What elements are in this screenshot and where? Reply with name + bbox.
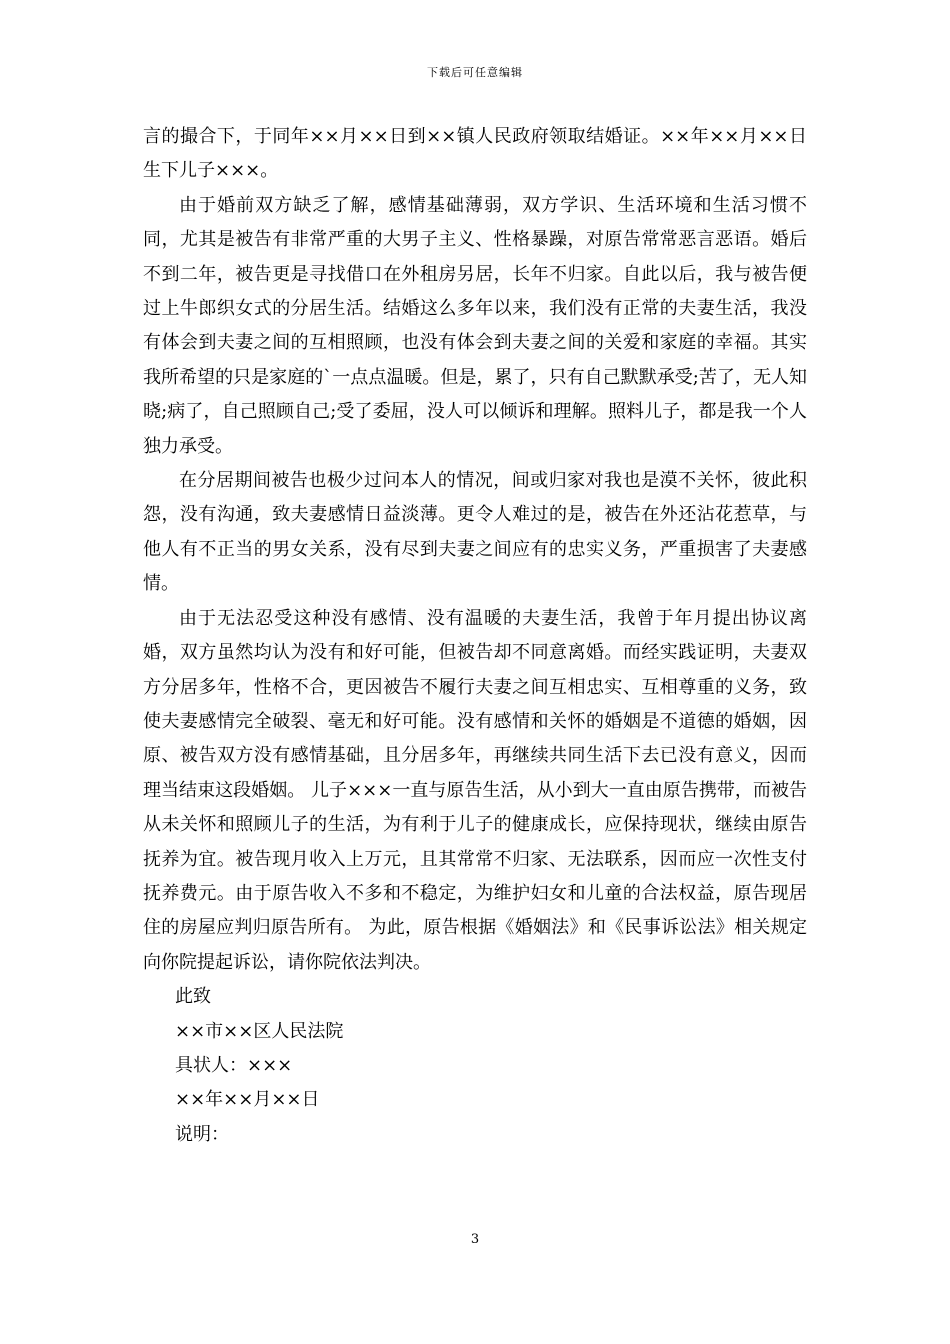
paragraph-continuation: 言的撮合下，于同年××月××日到××镇人民政府领取结婚证。××年××月××日生下儿子×××。 bbox=[143, 126, 807, 182]
closing-salutation: 此致 bbox=[175, 986, 211, 1008]
paragraph-claims: 由于无法忍受这种没有感情、没有温暖的夫妻生活，我曾于年月提出协议离婚，双方虽然均认为没有和好可能，但被告却不同意离婚。而经实践证明，夫妻双方分居多年，性格不合，更因被告不履行夫妻之间互相忠实、互相尊重的义务，致使夫妻感情完全破裂、毫无和好可能。没有感情和关怀的婚姻是不道德的婚姻，因原、被告双方没有感情基础，且分居多年，再继续共同生活下去已没有意义，因而理当结束这段婚姻。 儿子×××一直与原告生活，从小到大一直由原告携带，而被告从未关怀和照顾儿子的生活，为有利于儿子的健康成长，应保持现状，继续由原告抚养为宜。被告现月收入上万元，且其常常不归家、无法联系，因而应一次性支付抚养费元。由于原告收入不多和不稳定，为维护妇女和儿童的合法权益，原告现居住的房屋应判归原告所有。 为此，原告根据《婚姻法》和《民事诉讼法》相关规定向你院提起诉讼，请你院依法判决。 bbox=[143, 607, 807, 973]
paragraph-background: 由于婚前双方缺乏了解，感情基础薄弱，双方学识、生活环境和生活习惯不同，尤其是被告有非常严重的大男子主义、性格暴躁，对原告常常恶言恶语。婚后不到二年，被告更是寻找借口在外租房另居，长年不归家。自此以后，我与被告便过上牛郎织女式的分居生活。结婚这么多年以来，我们没有正常的夫妻生活，我没有体会到夫妻之间的互相照顾，也没有体会到夫妻之间的关爱和家庭的幸福。其实我所希望的只是家庭的`一点点温暖。但是，累了，只有自己默默承受;苦了，无人知晓;病了，自己照顾自己;受了委屈，没人可以倾诉和理解。照料儿子，都是我一个人独力承受。 bbox=[143, 194, 807, 457]
document-body bbox=[143, 120, 807, 1152]
paragraph-separation: 在分居期间被告也极少过问本人的情况，间或归家对我也是漠不关怀，彼此积怨，没有沟通，致夫妻感情日益淡薄。更令人难过的是，被告在外还沾花惹草，与他人有不正当的男女关系，没有尽到夫妻之间应有的忠实义务，严重损害了夫妻感情。 bbox=[143, 470, 807, 595]
closing-date: ××年××月××日 bbox=[175, 1089, 320, 1111]
closing-note: 说明： bbox=[175, 1123, 229, 1145]
page-header: 下载后可任意编辑 bbox=[427, 66, 523, 79]
closing-court: ××市××区人民法院 bbox=[175, 1020, 344, 1042]
page-number: 3 bbox=[470, 1232, 480, 1247]
closing-signer: 具状人：××× bbox=[175, 1054, 293, 1076]
